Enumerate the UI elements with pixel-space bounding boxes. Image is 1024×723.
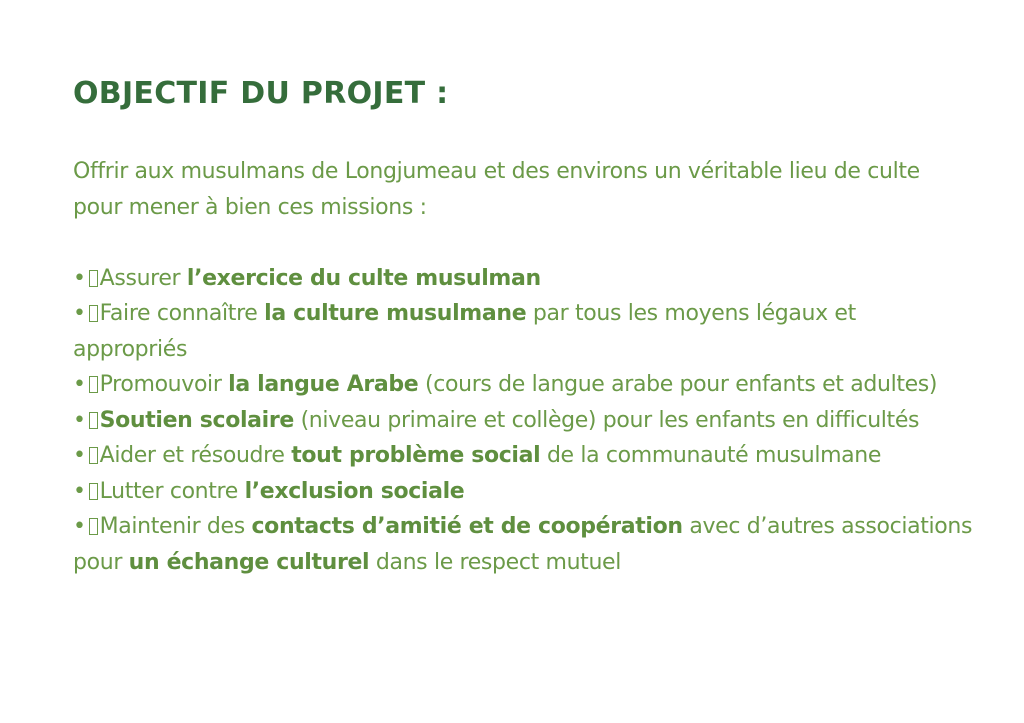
list-item xyxy=(73,438,973,474)
missing-glyph-icon xyxy=(89,305,98,322)
mission-emphasis: tout problème social xyxy=(291,443,541,468)
bullet-icon: • xyxy=(73,514,86,539)
list-item xyxy=(73,403,973,439)
mission-text-middle: avec d’autres associations pour xyxy=(73,514,973,575)
bullet-icon: • xyxy=(73,443,86,468)
mission-text: Assurer xyxy=(99,265,187,291)
bullet-icon: • xyxy=(73,301,86,326)
list-item xyxy=(73,261,973,297)
mission-text: Faire connaître xyxy=(99,301,265,326)
bullet-icon: • xyxy=(73,407,86,433)
missing-glyph-icon xyxy=(89,518,98,535)
mission-text: Promouvoir xyxy=(99,372,229,397)
mission-text-tail: de la communauté musulmane xyxy=(540,443,882,468)
intro-paragraph: Offrir aux musulmans de Longjumeau et des environs un véritable lieu de culte pour mener à bien ces missions : xyxy=(73,159,920,220)
mission-emphasis: l’exclusion sociale xyxy=(244,478,465,504)
mission-emphasis: la culture musulmane xyxy=(264,301,527,326)
missing-glyph-icon xyxy=(89,412,98,429)
list-item xyxy=(73,474,973,510)
list-item xyxy=(73,367,973,403)
mission-emphasis: la langue Arabe xyxy=(228,372,419,397)
mission-emphasis: contacts d’amitié et de coopération xyxy=(251,514,683,539)
mission-text: Lutter contre xyxy=(99,478,245,504)
section-title: OBJECTIF DU PROJET : xyxy=(73,76,449,111)
mission-emphasis-second: un échange culturel xyxy=(128,549,370,575)
list-item xyxy=(73,296,973,367)
mission-text: Maintenir des xyxy=(99,514,252,539)
missing-glyph-icon xyxy=(89,376,98,393)
list-item xyxy=(73,509,973,580)
mission-text-tail: dans le respect mutuel xyxy=(369,549,621,575)
mission-emphasis: l’exercice du culte musulman xyxy=(186,265,541,291)
mission-text-tail: par tous les moyens légaux et appropriés xyxy=(73,301,856,362)
bullet-icon: • xyxy=(73,265,86,291)
mission-text-tail: (niveau primaire et collège) pour les enfants en difficultés xyxy=(293,407,920,433)
bullet-icon: • xyxy=(73,372,86,397)
missions-list xyxy=(73,261,973,581)
bullet-icon: • xyxy=(73,478,86,504)
missing-glyph-icon xyxy=(89,270,98,287)
mission-emphasis: Soutien scolaire xyxy=(99,407,294,433)
missing-glyph-icon xyxy=(89,447,98,464)
mission-text: Aider et résoudre xyxy=(99,443,292,468)
mission-text-tail: (cours de langue arabe pour enfants et adultes) xyxy=(418,372,938,397)
project-objective-section xyxy=(73,74,973,580)
missing-glyph-icon xyxy=(89,483,98,500)
